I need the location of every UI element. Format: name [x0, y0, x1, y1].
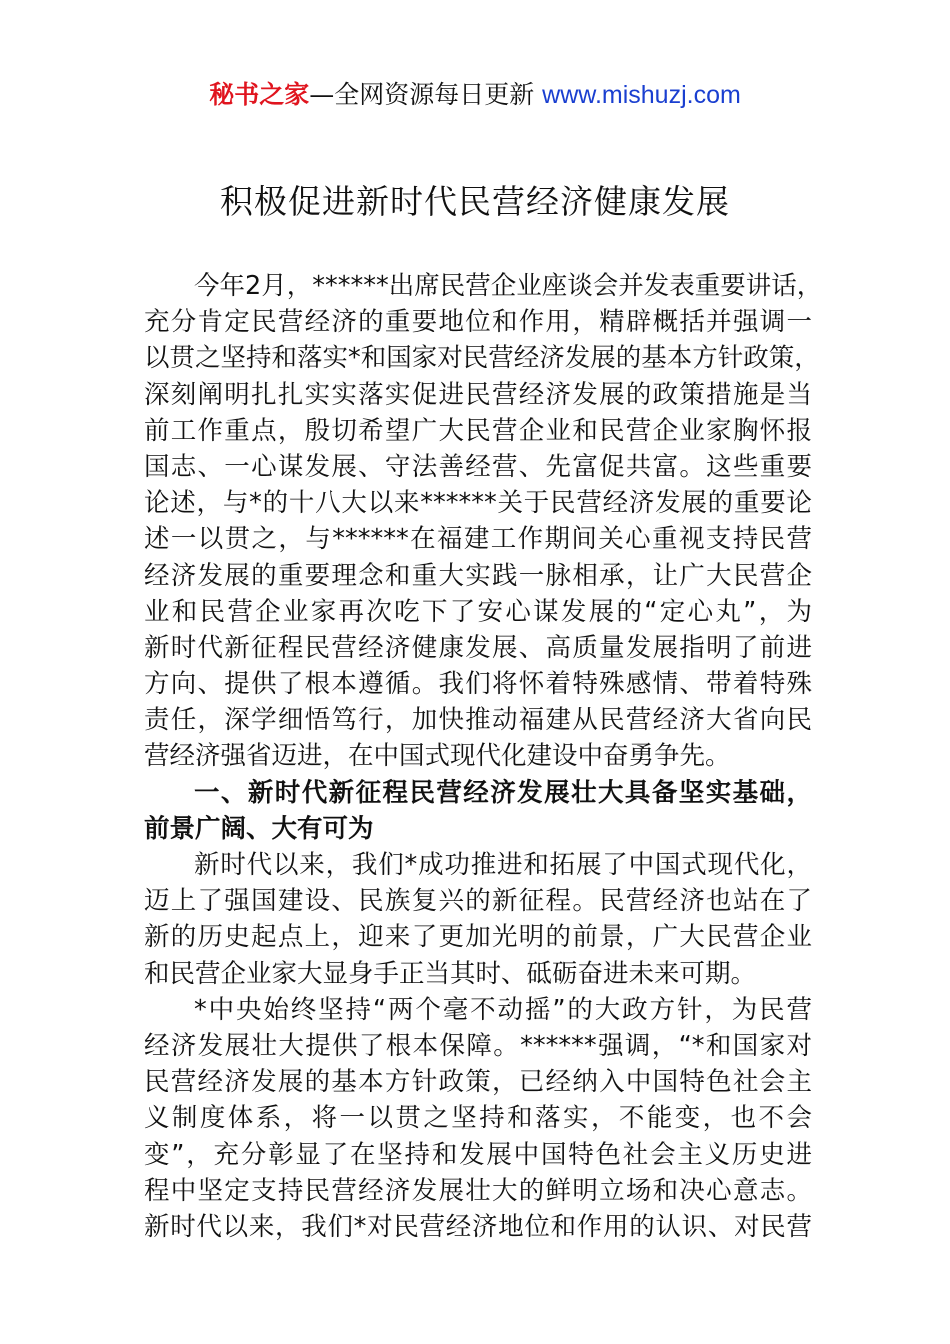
text-line: 前工作重点，殷切希望广大民营企业和民营企业家胸怀报	[144, 415, 812, 446]
site-tagline: —全网资源每日更新	[309, 80, 543, 109]
text-line: 新时代以来，我们*成功推进和拓展了中国式现代化，	[194, 850, 812, 880]
text-line: 述一以贯之，与******在福建工作期间关心重视支持民营	[144, 524, 812, 555]
paragraph-new-era	[144, 847, 812, 992]
document-body	[144, 268, 823, 1245]
text-line: 深刻阐明扎扎实实落实促进民营经济发展的政策措施是当	[144, 379, 812, 410]
paragraph-central-policy	[144, 992, 812, 1245]
text-line: 程中坚定支持民营经济发展壮大的鲜明立场和决心意志。	[144, 1175, 812, 1206]
text-line: 方向、提供了根本遵循。我们将怀着特殊感情、带着特殊	[144, 669, 812, 700]
heading-line: 前景广阔、大有可为	[144, 813, 374, 844]
text-line: 迈上了强国建设、民族复兴的新征程。民营经济也站在了	[144, 886, 812, 917]
text-line: 业和民营企业家再次吃下了安心谋发展的“定心丸”，为	[144, 596, 812, 627]
text-line: 新时代以来，我们*对民营经济地位和作用的认识、对民营	[144, 1211, 812, 1242]
text-line: 新时代新征程民营经济健康发展、高质量发展指明了前进	[144, 632, 812, 663]
text-line: 营经济强省迈进，在中国式现代化建设中奋勇争先。	[144, 741, 731, 772]
text-line: 变”，充分彰显了在坚持和发展中国特色社会主义历史进	[144, 1139, 812, 1170]
text-line: 新的历史起点上，迎来了更加光明的前景，广大民营企业	[144, 922, 812, 953]
site-header	[0, 78, 950, 112]
section-heading-1	[144, 775, 812, 847]
site-brand: 秘书之家	[209, 80, 310, 109]
text-line: 义制度体系，将一以贯之坚持和落实，不能变，也不会	[144, 1103, 812, 1134]
text-line: 论述，与*的十八大以来******关于民营经济发展的重要论	[144, 488, 812, 519]
heading-line: 一、新时代新征程民营经济发展壮大具备坚实基础，	[194, 777, 812, 808]
text-line: 经济发展的重要理念和重大实践一脉相承，让广大民营企	[144, 560, 812, 591]
site-url-link[interactable]: www.mishuzj.com	[542, 81, 741, 109]
text-line: 国志、一心谋发展、守法善经营、先富促共富。这些重要	[144, 451, 812, 482]
text-line: 经济发展壮大提供了根本保障。******强调，“*和国家对	[144, 1030, 812, 1061]
text-line: 民营经济发展的基本方针政策，已经纳入中国特色社会主	[144, 1067, 812, 1098]
text-line: 责任，深学细悟笃行，加快推动福建从民营经济大省向民	[144, 705, 812, 736]
text-line: 以贯之坚持和落实*和国家对民营经济发展的基本方针政策，	[144, 343, 820, 374]
document-title: 积极促进新时代民营经济健康发展	[220, 182, 730, 221]
text-line: 充分肯定民营经济的重要地位和作用，精辟概括并强调一	[144, 307, 812, 338]
text-line: 和民营企业家大显身手正当其时、砥砺奋进未来可期。	[144, 958, 757, 989]
paragraph-intro	[144, 268, 823, 775]
text-line: *中央始终坚持“两个毫不动摇”的大政方针，为民营	[194, 994, 812, 1025]
text-line: 今年2月，******出席民营企业座谈会并发表重要讲话，	[194, 271, 823, 301]
